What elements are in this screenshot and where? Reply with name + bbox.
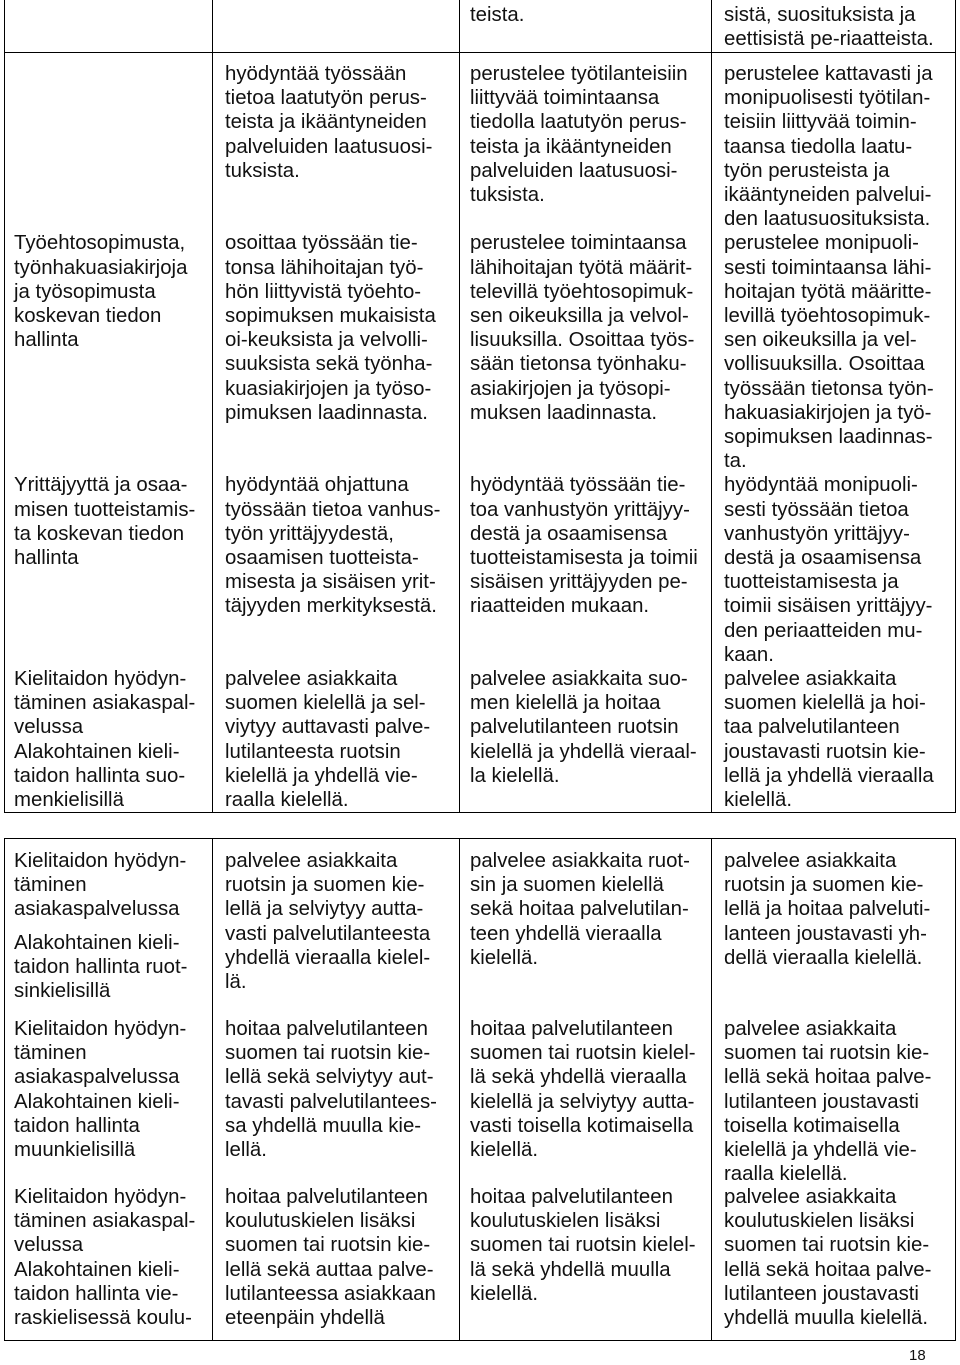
level-3-text: palvelee asiakkaita ruotsin ja suomen kie- lellä ja hoitaa palveluti- lanteen joustavasti yh- dellä vieraalla kielellä. (724, 850, 931, 969)
row-divider (4, 52, 956, 53)
criterion-text: Kielitaidon hyödyn- täminen asiakaspal- velussa (14, 1186, 196, 1257)
level-1-text: hyödyntää työssään tietoa laatutyön perus- teista ja ikääntyneiden palveluiden laatusuosi- tuksista. (225, 63, 433, 182)
column-divider (711, 0, 712, 813)
level-1-text: palvelee asiakkaita suomen kielellä ja sel- viytyy auttavasti palve- lutilanteesta ruotsin kielellä ja yhdellä vie- raalla kielellä. (225, 668, 431, 812)
level-3-text: hyödyntää monipuoli- sesti työssään tietoa vanhustyön yrittäjyy- destä ja osaamisensa tuotteistamisesta ja toimii sisäisen yrittäjyy- den periaatteiden mu- kaan. (724, 474, 933, 666)
criterion-detail-text: Alakohtainen kieli- taidon hallinta ruot- sinkielisillä (14, 932, 188, 1003)
level-2-text: palvelee asiakkaita suo- men kielellä ja hoitaa palvelutilanteen ruotsin kielellä ja yhdellä vieraal- la kielellä. (470, 668, 697, 787)
level-2-text: perustelee työtilanteisiin liittyvää toimintaansa tiedolla laatutyön perus- teista ja ikääntyneiden palveluiden laatusuosi- tuksista. (470, 63, 688, 207)
level-2-text: perustelee toimintaansa lähihoitajan työtä määrit- televillä työehtosopimuk- sen oikeuksilla ja velvol- lisuuksilla. Osoittaa työs- sään tietonsa työnhaku- asiakirjojen ja työsopi- muksen laadinnasta. (470, 232, 695, 424)
column-divider (212, 838, 213, 1341)
table-top-border (4, 838, 956, 839)
criterion-text: Kielitaidon hyödyn- täminen asiakaspalvelussa (14, 850, 187, 921)
level-3-text: palvelee asiakkaita suomen kielellä ja hoi- taa palvelutilanteen joustavasti ruotsin kie- lellä ja yhdellä vieraalla kielellä. (724, 668, 934, 812)
level-1-text: hyödyntää ohjattuna työssään tietoa vanhus- työn yrittäjyydestä, osaamisen tuotteista- misesta ja sisäisen yrit- täjyyden merkityksestä. (225, 474, 441, 618)
column-divider (459, 838, 460, 1341)
level-2-text: hoitaa palvelutilanteen suomen tai ruotsin kielel- lä sekä yhdellä vieraalla kielellä ja selviytyy autta- vasti toisella kotimaisella kielellä. (470, 1018, 696, 1162)
level-2-text: hyödyntää työssään tie- toa vanhustyön yrittäjyy- destä ja osaamisensa tuotteistamisesta ja toimii sisäisen yrittäjyyden pe- riaatteiden mukaan. (470, 474, 698, 618)
criterion-detail-text: Alakohtainen kieli- taidon hallinta vie- raskielisessä koulu- (14, 1258, 192, 1329)
page-number: 18 (909, 1347, 926, 1364)
criterion-detail-text: Alakohtainen kieli- taidon hallinta suo- menkielisillä (14, 740, 186, 811)
level-1-text: palvelee asiakkaita ruotsin ja suomen kie- lellä ja selviytyy autta- vasti palvelutilanteesta yhdellä vieraalla kielel- lä. (225, 850, 431, 994)
level-2-text: hoitaa palvelutilanteen koulutuskielen lisäksi suomen tai ruotsin kielel- lä sekä yhdellä muulla kielellä. (470, 1186, 696, 1305)
level-3-text: perustelee monipuoli- sesti toimintaansa lähi- hoitajan työtä määritte- levillä työehtosopimuk- sen oikeuksilla ja vel- vollisuuksilla. Osoittaa työssään tietonsa työn- hakuasiakirjojen ja työ- sopimuksen laadinnas- ta. (724, 232, 934, 473)
level-1-text: hoitaa palvelutilanteen suomen tai ruotsin kie- lellä sekä selviytyy aut- tavasti palvelutilantees- sa yhdellä muulla kie- lellä. (225, 1018, 437, 1162)
table-left-border (4, 838, 5, 1341)
table-right-border (955, 838, 956, 1341)
level-3-text: perustelee kattavasti ja monipuolisesti työtilan- teisiin liittyvää toimin- taansa tiedolla laatu- työn perusteista ja ikääntyneiden palvelui- den laatusuosituksista. (724, 63, 933, 231)
column-divider (212, 0, 213, 813)
level-2-text: teista. (470, 4, 525, 26)
column-divider (711, 838, 712, 1341)
criterion-text: Työehtosopimusta, työnhakuasiakirjoja ja työsopimusta koskevan tiedon hallinta (14, 232, 188, 352)
level-3-text: palvelee asiakkaita suomen tai ruotsin kie- lellä sekä hoitaa palve- lutilanteen joustavasti toisella kotimaisella kielellä ja yhdellä vie- raalla kielellä. (724, 1018, 932, 1186)
criterion-text: Kielitaidon hyödyn- täminen asiakaspalvelussa (14, 1018, 187, 1089)
criterion-text: Kielitaidon hyödyn- täminen asiakaspal- velussa (14, 668, 196, 739)
criterion-detail-text: Alakohtainen kieli- taidon hallinta muunkielisillä (14, 1090, 180, 1161)
table-left-border (4, 0, 5, 813)
level-2-text: palvelee asiakkaita ruot- sin ja suomen kielellä sekä hoitaa palvelutilan- teen yhdellä vieraalla kielellä. (470, 850, 690, 969)
table-bottom-border (4, 1340, 956, 1341)
table-right-border (955, 0, 956, 813)
column-divider (459, 0, 460, 813)
criterion-text: Yrittäjyyttä ja osaa- misen tuotteistamis- ta koskevan tiedon hallinta (14, 474, 196, 569)
level-3-text: sistä, suosituksista ja eettisistä pe-riaatteista. (724, 4, 934, 51)
level-1-text: osoittaa työssään tie- tonsa lähihoitajan työ- hön liittyvistä työehto- sopimuksen mukaisista oi-keuksista ja velvolli- suuksista sekä työnha- kuasiakirjojen ja työso- pimuksen laadinnasta. (225, 232, 436, 424)
level-3-text: palvelee asiakkaita koulutuskielen lisäksi suomen tai ruotsin kie- lellä sekä hoitaa palve- lutilanteen joustavasti yhdellä muulla kielellä. (724, 1186, 932, 1330)
level-1-text: hoitaa palvelutilanteen koulutuskielen lisäksi suomen tai ruotsin kie- lellä sekä auttaa palve- lutilanteessa asiakkaan eteenpäin yhdellä (225, 1186, 436, 1330)
